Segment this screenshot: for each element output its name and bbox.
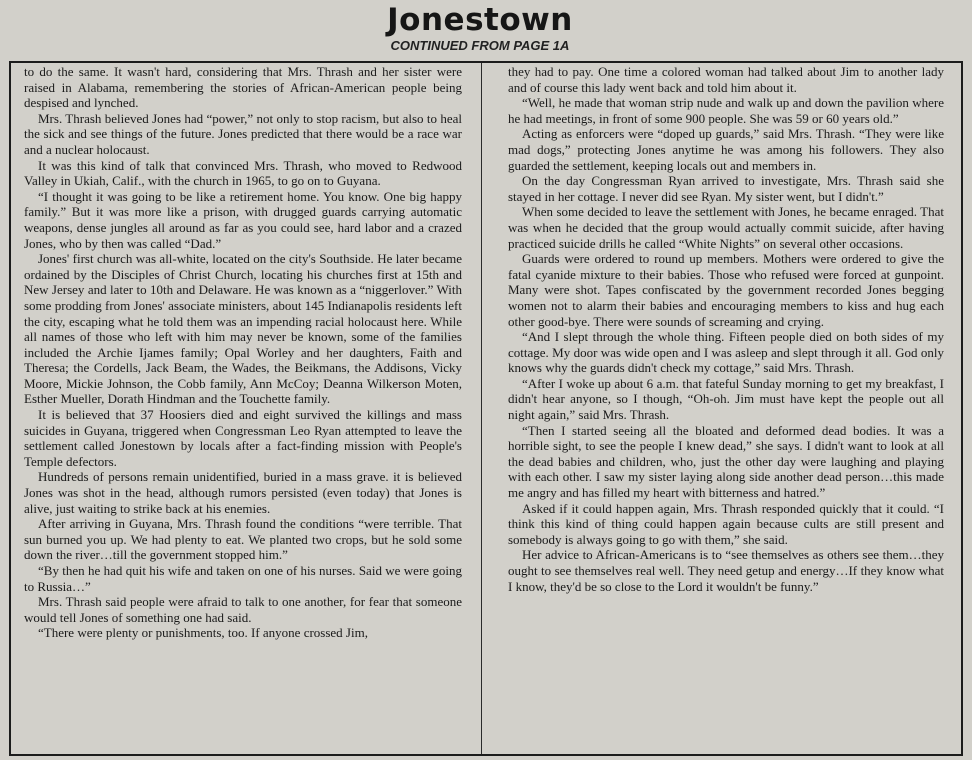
paragraph: It was this kind of talk that convinced Mrs. Thrash, who moved to Redwood Valley in Ukiah, Calif., with the church in 1965, to go on to Guyana.	[24, 157, 462, 189]
paragraph: Mrs. Thrash said people were afraid to talk to one another, for fear that someone would tell Jones of something one had said.	[24, 594, 462, 625]
paragraph: to do the same. It wasn't hard, considering that Mrs. Thrash and her sister were raised in Alabama, remembering the stories of African-American people being despised and lynched.	[24, 64, 462, 111]
paragraph: “I thought it was going to be like a retirement home. You know. One big happy family.” But it was more like a prison, with drugged guards carrying automatic weapons, dense jungles all around as far as you could see, hard labor and a crazed Jones, who by then was called “Dad.”	[24, 188, 462, 251]
paragraph: “Well, he made that woman strip nude and walk up and down the pavilion where he had meetings, in front of some 900 people. She was 59 or 60 years old.”	[508, 95, 944, 126]
paragraph: “By then he had quit his wife and taken on one of his nurses. Said we were going to Russia…”	[24, 563, 462, 594]
paragraph: Hundreds of persons remain unidentified, buried in a mass grave. it is believed Jones was shot in the head, although rumors persisted (even today) that Jones is alive, just waiting to strike back at his enemies.	[24, 469, 462, 516]
headline: Jonestown	[387, 2, 573, 38]
paragraph: On the day Congressman Ryan arrived to investigate, Mrs. Thrash said she stayed in her cottage. I never did see Ryan. My sister went, but I didn't.”	[508, 173, 944, 204]
paragraph: Guards were ordered to round up members. Mothers were ordered to give the fatal cyanide mixture to their babies. Those who refused were forced at gunpoint. Many were shot. Tapes confiscated by the government recorded Jones begging women not to alarm their babies and encouraging members to kiss and hug each other good-bye. There were sounds of screaming and crying.	[508, 251, 944, 329]
paragraph: “And I slept through the whole thing. Fifteen people died on both sides of my cottage. My door was wide open and I was asleep and slept through it all. God only knows why the guards didn't check my cottage,” said Mrs. Thrash.	[508, 329, 944, 376]
paragraph: Jones' first church was all-white, located on the city's Southside. He later became ordained by the Disciples of Christ Church, locating his churches first at 15th and New Jersey and later to 10th and Delaware. He was known as a “niggerlover.” With some prodding from Jones' associate ministers, about 145 Indianapolis residents left the city, escaping what he told them was an impending racial holocaust here. While all names of those who left with him may never be known, some of the families included the Archie Ijames family; Opal Worley and her daughters, Faith and Theresa; the Cordells, Jack Beam, the Wades, the Beikmans, the Addisons, Vicky Moore, Mickie Johnson, the Cobb family, Ann McCoy; Deanna Wilkerson Moten, Esther Mueller, Dorath Hindman and the Touchette family.	[24, 251, 462, 407]
paragraph: they had to pay. One time a colored woman had talked about Jim to another lady and of course this lady went back and told him about it.	[508, 64, 944, 95]
right-column	[508, 64, 944, 594]
paragraph: Asked if it could happen again, Mrs. Thrash responded quickly that it could. “I think this kind of thing could happen again because cults are still present and somebody is always going to go with them,” she said.	[508, 500, 944, 547]
paragraph: “After I woke up about 6 a.m. that fateful Sunday morning to get my breakfast, I didn't hear anyone, so I though, “Oh-oh. Jim must have kept the people out all night again,” said Mrs. Thrash.	[508, 375, 944, 423]
continued-from-label: CONTINUED FROM PAGE 1A	[390, 38, 570, 53]
paragraph: Acting as enforcers were “doped up guards,” said Mrs. Thrash. “They were like mad dogs,” protecting Jones anytime he was among his followers. They also guarded the settlement, keeping locals out and members in.	[508, 126, 944, 173]
paragraph: “Then I started seeing all the bloated and deformed dead bodies. It was a horrible sight, to see the people I knew dead,” she says. I didn't want to look at all the dead babies and children, who, just the other day were laughing and playing with each other. I saw my sister laying along side another dead person…this made me angry and has filled my heart with bitterness and hatred.”	[508, 422, 944, 501]
paragraph: Her advice to African-Americans is to “see themselves as others see them…they ought to see themselves real well. They need getup and energy…If they know what I know, they'd be so close to the Lord it wouldn't be funny.”	[508, 547, 944, 594]
column-divider	[481, 63, 482, 754]
paragraph: Mrs. Thrash believed Jones had “power,” not only to stop racism, but also to heal the sick and see things of the future. Jones predicted that there would be a race war and a nuclear holocaust.	[24, 110, 462, 157]
paragraph: When some decided to leave the settlement with Jones, he became enraged. That was when he decided that the group would actually commit suicide, after having practiced suicide drills he called “White Nights” on several other occasions.	[508, 204, 944, 251]
left-column	[24, 64, 462, 641]
paragraph: After arriving in Guyana, Mrs. Thrash found the conditions “were terrible. That sun burned you up. We had plenty to eat. We planted two crops, but he sold some down the river…till the government stopped him.”	[24, 516, 462, 563]
paragraph: “There were plenty or punishments, too. If anyone crossed Jim,	[38, 625, 368, 641]
paragraph: It is believed that 37 Hoosiers died and eight survived the killings and mass suicides in Guyana, triggered when Congressman Leo Ryan attempted to leave the settlement called Jonestown by locals after a fact-finding mission with People's Temple defectors.	[24, 407, 462, 469]
